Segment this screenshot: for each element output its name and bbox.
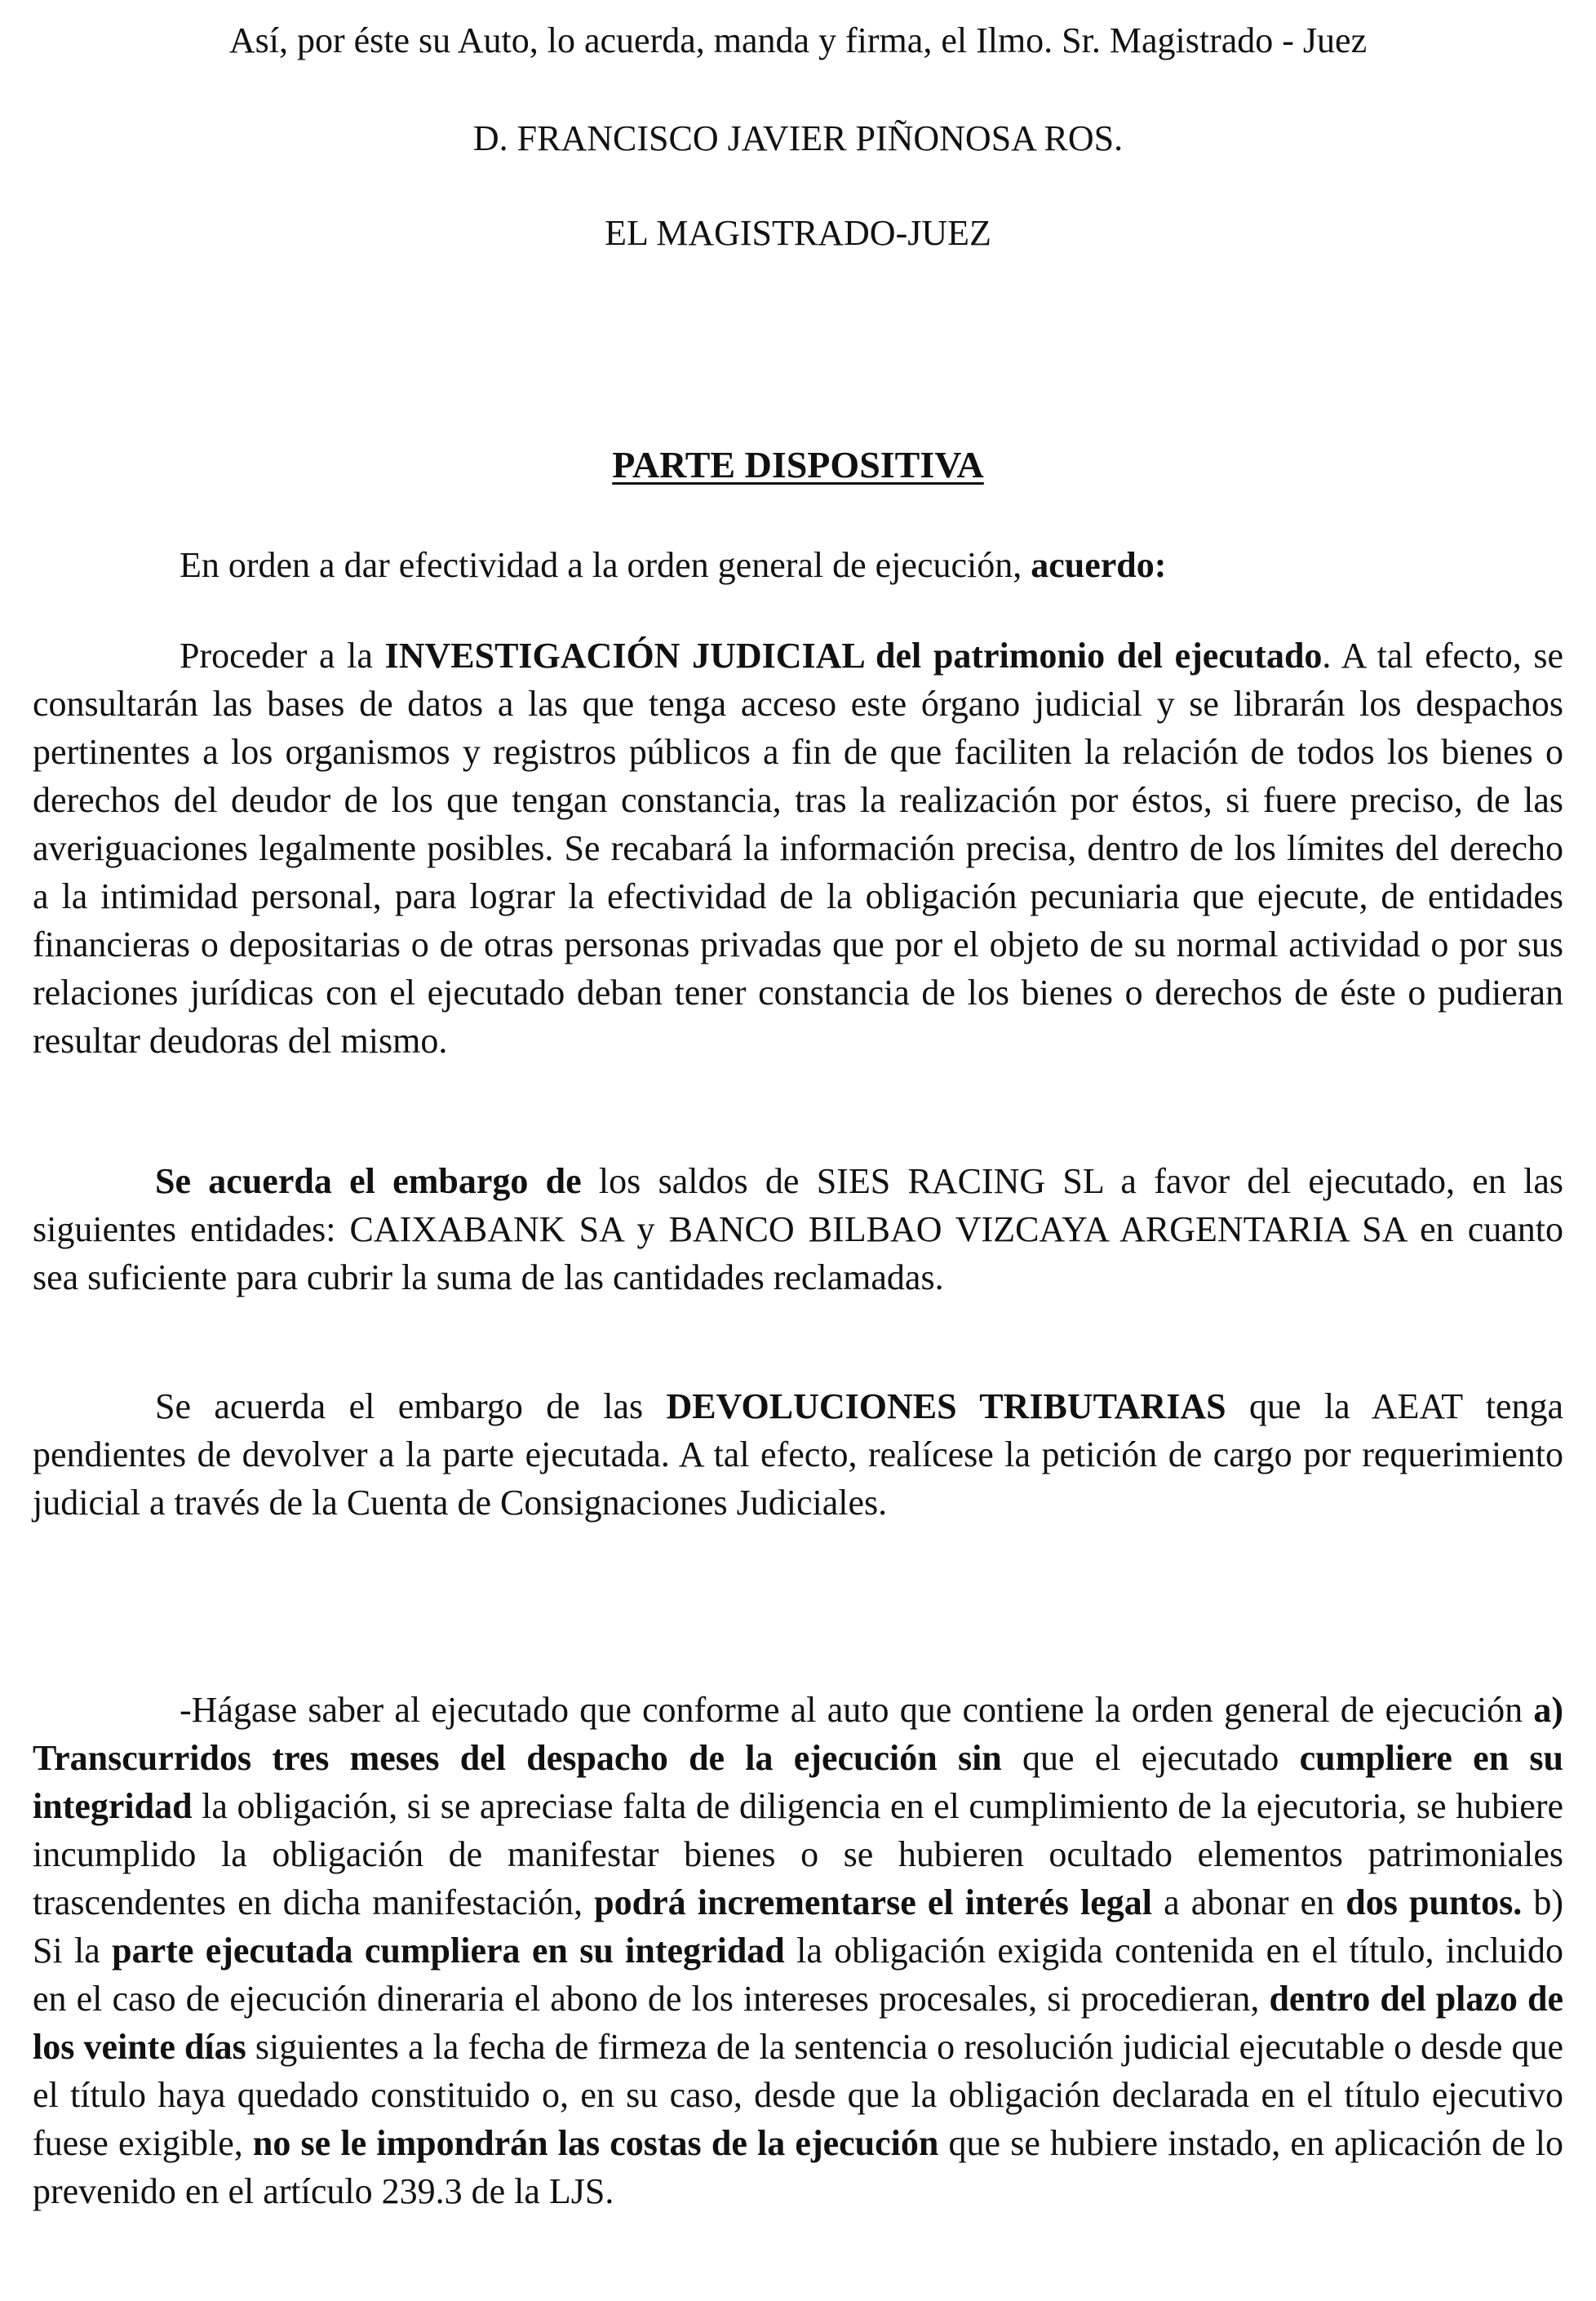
- p4-s5: la obligación, si se apreciase falta de diligencia en el cumplimiento de la ejecutoria, se hubiere incumplido la obligación de manifestar bienes o se hubieren ocultado elementos patrimoniales trascendentes en dicha manifestación,: [33, 1786, 1563, 1922]
- intro-bold: acuerdo:: [1031, 545, 1167, 585]
- p4-s13: siguientes a la fecha de firmeza de la sentencia o resolución judicial ejecutable o desde que el título haya quedado constituido o, en su caso, desde que la obligación declarada en el título ejecutivo fuese exigible,: [33, 2027, 1563, 2163]
- p4-s14: no se le impondrán las costas de la ejecución: [252, 2123, 939, 2163]
- p4-s10: parte ejecutada cumpliera en su integridad: [112, 1931, 785, 1971]
- p4-s4: cumpliere en su integridad: [33, 1738, 1563, 1826]
- p1-bold: INVESTIGACIÓN JUDICIAL del patrimonio del ejecutado: [384, 636, 1323, 676]
- intro-paragraph: [0, 541, 1596, 589]
- intro-text: En orden a dar efectividad a la orden general de ejecución,: [180, 545, 1031, 585]
- investigation-paragraph: [33, 632, 1563, 1065]
- p4-s15: que se hubiere instado, en aplicación de lo prevenido en el artículo 239.3 de la LJS.: [33, 2123, 1563, 2211]
- p4-s7: a abonar en: [1151, 1882, 1346, 1922]
- p3-text-c: que la AEAT tenga pendientes de devolver a la parte ejecutada. A tal efecto, realícese la petición de cargo por requerimiento judicial a través de la Cuenta de Consignaciones Judiciales.: [33, 1386, 1563, 1523]
- p4-s6: podrá incrementarse el interés legal: [594, 1882, 1152, 1922]
- p4-s3: que el ejecutado: [1001, 1738, 1300, 1778]
- p2-text: los saldos de SIES RACING SL a favor del ejecutado, en las siguientes entidades: CAIXABANK SA y BANCO BILBAO VIZCAYA ARGENTARIA SA en cuanto sea suficiente para cubrir la suma de las cantidades reclamadas.: [33, 1161, 1563, 1297]
- devoluciones-paragraph: [33, 1382, 1563, 1527]
- p4-s8: dos puntos.: [1346, 1882, 1523, 1922]
- section-title: PARTE DISPOSITIVA: [612, 444, 984, 485]
- p3-text-a: Se acuerda el embargo de las: [155, 1386, 667, 1426]
- p4-s9: b) Si la: [33, 1882, 1563, 1971]
- judge-title: EL MAGISTRADO-JUEZ: [605, 213, 991, 253]
- p4-s11: la obligación exigida contenida en el título, incluido en el caso de ejecución dineraria el abono de los intereses procesales, si procedieran,: [33, 1931, 1564, 2019]
- judge-name: D. FRANCISCO JAVIER PIÑONOSA ROS.: [472, 118, 1124, 158]
- p3-bold: DEVOLUCIONES TRIBUTARIAS: [666, 1386, 1226, 1426]
- p2-bold: Se acuerda el embargo de: [155, 1161, 582, 1201]
- p4-s2: a) Transcurridos tres meses del despacho de la ejecución sin: [33, 1690, 1563, 1778]
- notice-paragraph: [33, 1686, 1563, 2215]
- p1-text-c: . A tal efecto, se consultarán las bases de datos a las que tenga acceso este órgano judicial y se librarán los despachos pertinentes a los organismos y registros públicos a fin de que faciliten la relación de todos los bienes o derechos del deudor de los que tengan constancia, tras la realización por éstos, si fuere preciso, de las averiguaciones legalmente posibles. Se recabará la información precisa, dentro de los límites del derecho a la intimidad personal, para lograr la efectividad de la obligación pecuniaria que ejecute, de entidades financieras o depositarias o de otras personas privadas que por el objeto de su normal actividad o por sus relaciones jurídicas con el ejecutado deban tener constancia de los bienes o derechos de éste o pudieran resultar deudoras del mismo.: [33, 636, 1563, 1061]
- signature-line: Así, por éste su Auto, lo acuerda, manda y firma, el Ilmo. Sr. Magistrado - Juez: [228, 20, 1368, 60]
- p1-text-a: Proceder a la: [180, 636, 385, 676]
- p4-s12: dentro del plazo de los veinte días: [33, 1979, 1564, 2067]
- embargo-paragraph: [33, 1157, 1563, 1301]
- p4-s1: -Hágase saber al ejecutado que conforme al auto que contiene la orden general de ejecución: [180, 1690, 1534, 1730]
